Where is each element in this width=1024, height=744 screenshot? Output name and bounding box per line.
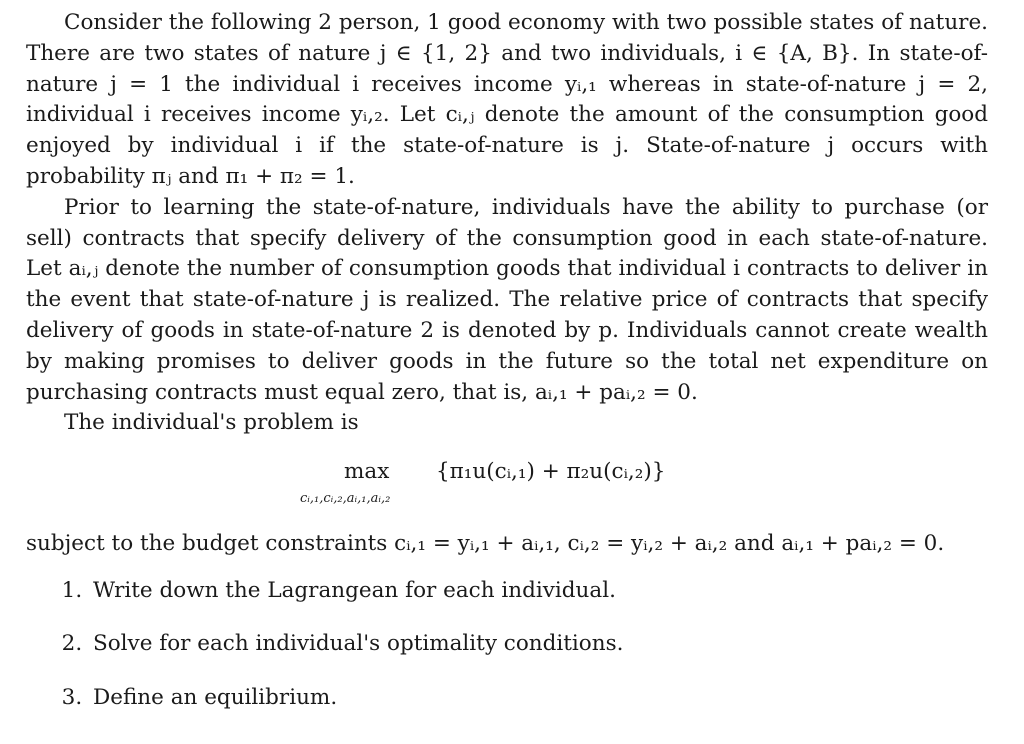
paragraph-problem-intro: The individual's problem is <box>64 410 359 436</box>
question-list <box>26 576 988 714</box>
paragraph-contracts: Prior to learning the state-of-nature, individuals have the ability to purchase (or sell) contracts that specify delivery of the consumption good in each state-of-nature. Let aᵢ,ⱼ denote the number of consumption goods that individual i contracts to deliver in the event that state-of-nature j is realized. The relative price of contracts that specify delivery of goods in state-of-nature 2 is denoted by p. Individuals cannot create wealth by making promises to deliver goods in the future so the total net expenditure on purchasing contracts must equal zero, that is, aᵢ,₁ + paᵢ,₂ = 0. <box>26 194 988 405</box>
question-item: 2. Solve for each individual's optimality conditions. <box>89 629 988 660</box>
max-subscript: cᵢ,₁,cᵢ,₂,aᵢ,₁,aᵢ,₂ <box>300 491 391 507</box>
problem-statement <box>26 8 988 736</box>
question-item: 3. Define an equilibrium. <box>89 683 988 714</box>
max-operator: max <box>344 459 390 485</box>
constraint-line: subject to the budget constraints cᵢ,₁ = yᵢ,₁ + aᵢ,₁, cᵢ,₂ = yᵢ,₂ + aᵢ,₂ and aᵢ,₁ + paᵢ,₂ = 0. <box>26 531 945 557</box>
paragraph-setup: Consider the following 2 person, 1 good economy with two possible states of nature. There are two states of nature j ∈ {1, 2} and two individuals, i ∈ {A, B}. In state-of-nature j = 1 the individual i receives income yᵢ,₁ whereas in state-of-nature j = 2, individual i receives income yᵢ,₂. Let cᵢ,ⱼ denote the amount of the consumption good enjoyed by individual i if the state-of-nature is j. State-of-nature j occurs with probability πⱼ and π₁ + π₂ = 1. <box>26 10 988 189</box>
question-item: 1. Write down the Lagrangean for each individual. <box>89 576 988 607</box>
objective-function: {π₁u(cᵢ,₁) + π₂u(cᵢ,₂)} <box>436 459 666 485</box>
maximization-display <box>26 455 988 525</box>
